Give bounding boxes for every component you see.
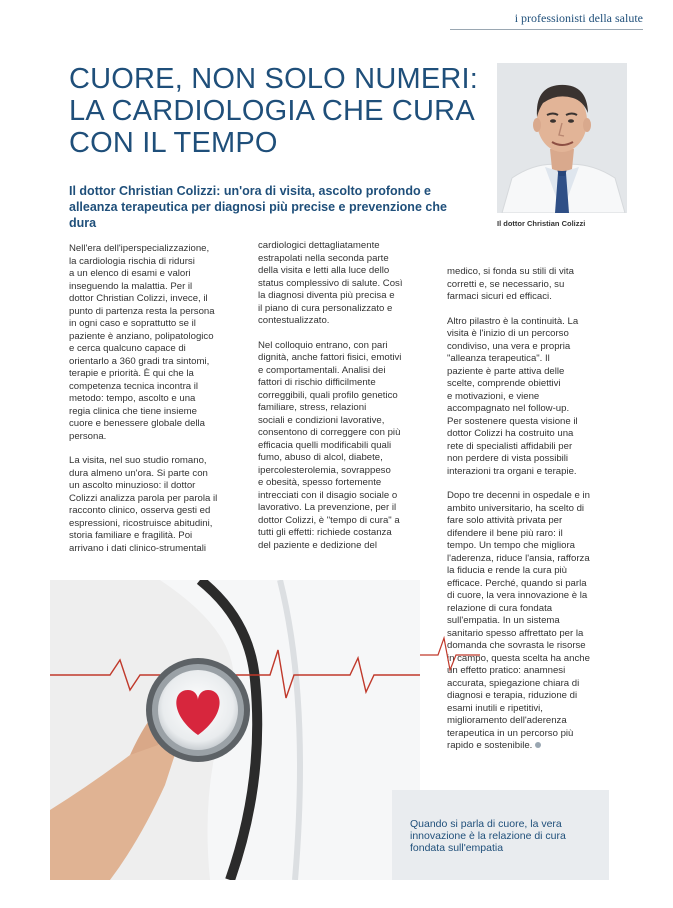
pull-quote-box <box>392 790 609 880</box>
column-1-paragraph-1: Nell'era dell'iperspecializzazione, la cardiologia rischia di ridursi a un elenco di esami e valori inseguendo la malattia. Per il dottor Christian Colizzi, invece, il punto di partenza resta la persona in ogni caso e soprattutto se il paziente è anziano, polipatologico e cerca qualcuno capace di orientarlo a 360 gradi tra sintomi, terapie e priorità. È qui che la competenza tecnica incontra il metodo: tempo, ascolto e una regia clinica che tiene insieme cuore e benessere globale della persona. <box>69 243 215 442</box>
column-2-paragraph-2: Nel colloquio entrano, con pari dignità, anche fattori fisici, emotivi e comportamentali. Analisi dei fattori di rischio difficilmente correggibili, quali profilo genetico familiare, stress, relazioni sociali e condizioni lavorative, consentono di correggere con più efficacia quelli modificabili quali fumo, abuso di alcol, diabete, ipercolesterolemia, sovrappeso e obesità, spesso fortemente intrecciati con il disagio sociale o lavorativo. La prevenzione, per il dottor Colizzi, è "tempo di cura" a tutti gli effetti: richiede costanza del paziente e dedizione del <box>258 339 402 551</box>
column-1-paragraph-2: La visita, nel suo studio romano, dura almeno un'ora. Si parte con un ascolto minuzioso: il dottor Colizzi analizza parola per parola il racconto clinico, osserva gesti ed espressioni, ricostruisce abitudini, storia familiare e fragilità. Poi arrivano i dati clinico-strumentali <box>69 455 218 554</box>
article-column-3 <box>447 266 612 765</box>
column-3-paragraph-2: Altro pilastro è la continuità. La visita è l'inizio di un percorso condiviso, una vera e propria "alleanza terapeutica". Il paziente è parte attiva delle scelte, comprende obiettivi e motivazioni, e viene accompagnato nel follow-up. Per sostenere questa visione il dottor Colizzi ha costruito una rete di specialisti affidabili per non perdere di vista possibili interazioni tra organi e terapie. <box>447 315 579 477</box>
portrait-caption: Il dottor Christian Colizzi <box>497 219 586 228</box>
section-tag: i professionisti della salute <box>514 11 643 25</box>
article-subtitle: Il dottor Christian Colizzi: un'ora di visita, ascolto profondo e alleanza terapeutica per diagnosi più precise e prevenzione che dura <box>69 184 447 230</box>
pull-quote: Quando si parla di cuore, la vera innovazione è la relazione di cura fondata sull'empatia <box>410 818 566 854</box>
stethoscope-heart-image <box>50 580 420 880</box>
title-line-3: CON IL TEMPO <box>69 127 278 159</box>
article-title <box>69 63 489 159</box>
column-3-paragraph-1: medico, si fonda su stili di vita corretti e, se necessario, su farmaci sicuri ed efficaci. <box>447 266 574 302</box>
doctor-portrait-image <box>497 63 627 213</box>
end-of-article-icon <box>535 742 541 748</box>
column-3-paragraph-3-text: Dopo tre decenni in ospedale e in ambito universitario, ha scelto di fare solo attività privata per difendere il bene più raro: il tempo. Un tempo che migliora l'aderenza, riduce l'ansia, rafforza la fiducia e rende la cura più efficace. Perché, quando si parla di cuore, la vera innovazione è la relazione di cura fondata sull'empatia. In un sistema sanitario spesso affrettato per la domanda che sovrasta le risorse in campo, questa scelta ha anche un effetto pratico: anamnesi accurata, spiegazione chiara di diagnosi e terapia, riduzione di esami inutili e ripetitivi, miglioramento dell'aderenza terapeutica in un percorso più rapido e sostenibile. <box>447 490 590 751</box>
article-column-2 <box>258 240 420 564</box>
ekg-line-extension <box>420 620 480 680</box>
doctor-portrait <box>497 63 627 213</box>
article-column-1 <box>69 243 231 567</box>
title-line-1: CUORE, NON SOLO NUMERI: <box>69 63 479 95</box>
header-rule <box>450 29 643 30</box>
stethoscope-heart-photo <box>50 580 420 880</box>
column-2-paragraph-1: cardiologici dettagliatamente estrapolati nella seconda parte della visita e letti alla luce dello status complessivo di salute. Così la diagnosi diventa più precisa e il piano di cura personalizzato e contestualizzato. <box>258 240 403 326</box>
title-line-2: LA CARDIOLOGIA CHE CURA <box>69 95 475 127</box>
